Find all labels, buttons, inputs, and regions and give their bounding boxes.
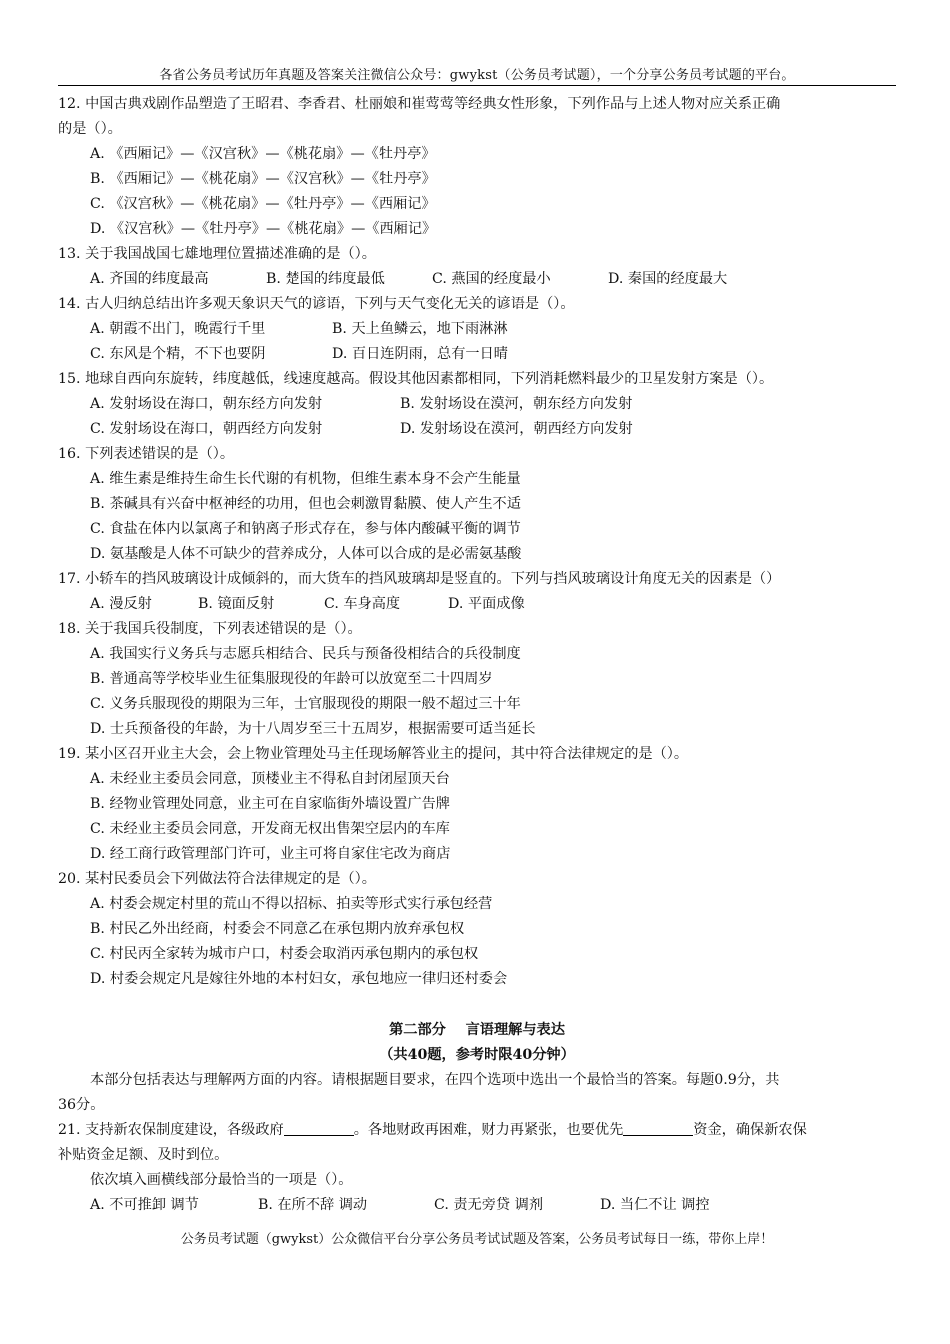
question-stem: 20. 某村民委员会下列做法符合法律规定的是（）。: [58, 871, 376, 887]
option-c: C. 东风是个精，不下也要阴: [90, 346, 266, 362]
option-b: B. 《西厢记》—《桃花扇》—《汉宫秋》—《牡丹亭》: [90, 171, 436, 187]
option-a: A. 发射场设在海口，朝东经方向发射: [90, 396, 323, 412]
option-a: A. 朝霞不出门，晚霞行千里: [90, 321, 266, 337]
answer-blank-2: [623, 1121, 693, 1136]
option-b: B. 天上鱼鳞云，地下雨淋淋: [332, 321, 508, 337]
options-row: [58, 342, 896, 367]
option-d: D. 当仁不让 调控: [600, 1197, 710, 1213]
option-b: B. 村民乙外出经商，村委会不同意乙在承包期内放弃承包权: [90, 921, 465, 937]
answer-blank-1: [284, 1121, 354, 1136]
question-19: [58, 742, 896, 867]
question-stem-cont: 补贴资金足额、及时到位。: [58, 1147, 229, 1163]
question-stem: 16. 下列表述错误的是（）。: [58, 446, 235, 462]
question-17: [58, 567, 896, 617]
option-b: B. 发射场设在漠河，朝东经方向发射: [400, 396, 633, 412]
option-a: A. 漫反射: [90, 596, 152, 612]
question-13: [58, 242, 896, 292]
section-intro: 本部分包括表达与理解两方面的内容。请根据题目要求，在四个选项中选出一个最恰当的答案。每题0.9分，共: [90, 1072, 780, 1088]
options-row: [58, 392, 896, 417]
option-a: A. 不可推卸 调节: [90, 1197, 199, 1213]
options-row: [58, 417, 896, 442]
stem-part-2: 。各地财政再困难，财力再紧张，也要优先: [353, 1122, 624, 1138]
section-subtitle: （共40题，参考时限40分钟）: [379, 1047, 575, 1063]
section-intro-cont: 36分。: [58, 1097, 105, 1113]
option-b: B. 普通高等学校毕业生征集服现役的年龄可以放宽至二十四周岁: [90, 671, 493, 687]
stem-part-3: 资金，确保新农保: [693, 1122, 807, 1138]
question-14: [58, 292, 896, 367]
options-row: [58, 317, 896, 342]
option-d: D. 百日连阴雨，总有一日晴: [332, 346, 508, 362]
page-footer: 公务员考试题（gwykst）公众微信平台分享公务员考试试题及答案，公务员考试每日一练，带你上岸！: [180, 1232, 774, 1247]
option-c: C. 未经业主委员会同意，开发商无权出售架空层内的车库: [90, 821, 450, 837]
option-d: D. 发射场设在漠河，朝西经方向发射: [400, 421, 633, 437]
option-b: B. 楚国的纬度最低: [266, 271, 385, 287]
option-a: A. 齐国的纬度最高: [90, 271, 209, 287]
question-12: [58, 92, 896, 242]
option-c: C. 食盐在体内以氯离子和钠离子形式存在，参与体内酸碱平衡的调节: [90, 521, 521, 537]
section-spacer: [58, 992, 896, 1018]
option-b: B. 在所不辞 调动: [258, 1197, 368, 1213]
section-2: [58, 1018, 896, 1118]
option-c: C. 责无旁贷 调剂: [434, 1197, 544, 1213]
question-16: [58, 442, 896, 567]
exam-content: [58, 92, 896, 1218]
option-d: D. 士兵预备役的年龄，为十八周岁至三十五周岁，根据需要可适当延长: [90, 721, 536, 737]
header-divider: [58, 85, 896, 86]
question-stem: 14. 古人归纳总结出许多观天象识天气的谚语，下列与天气变化无关的谚语是（）。: [58, 296, 575, 312]
options-row: [58, 592, 896, 617]
option-a: A. 维生素是维持生命生长代谢的有机物，但维生素本身不会产生能量: [90, 471, 521, 487]
option-b: B. 茶碱具有兴奋中枢神经的功用，但也会刺激胃黏膜、使人产生不适: [90, 496, 521, 512]
question-stem: 13. 关于我国战国七雄地理位置描述准确的是（）。: [58, 246, 376, 262]
question-stem: 12. 中国古典戏剧作品塑造了王昭君、李香君、杜丽娘和崔莺莺等经典女性形象，下列作品与上述人物对应关系正确: [58, 96, 781, 112]
option-a: A. 未经业主委员会同意，顶楼业主不得私自封闭屋顶天台: [90, 771, 450, 787]
question-prompt: 依次填入画横线部分最恰当的一项是（）。: [90, 1172, 353, 1188]
question-stem-cont: 的是（）。: [58, 121, 122, 137]
question-20: [58, 867, 896, 992]
option-c: C. 燕国的经度最小: [432, 271, 551, 287]
option-c: C. 义务兵服现役的期限为三年，士官服现役的期限一般不超过三十年: [90, 696, 521, 712]
option-c: C. 车身高度: [324, 596, 401, 612]
question-stem: 19. 某小区召开业主大会，会上物业管理处马主任现场解答业主的提问，其中符合法律规定的是（）。: [58, 746, 689, 762]
option-a: A. 村委会规定村里的荒山不得以招标、拍卖等形式实行承包经营: [90, 896, 493, 912]
option-d: D. 平面成像: [448, 596, 525, 612]
question-21: [58, 1118, 896, 1218]
option-d: D. 《汉宫秋》—《牡丹亭》—《桃花扇》—《西厢记》: [90, 221, 437, 237]
question-stem: 18. 关于我国兵役制度，下列表述错误的是（）。: [58, 621, 362, 637]
option-d: D. 村委会规定凡是嫁往外地的本村妇女，承包地应一律归还村委会: [90, 971, 508, 987]
question-stem: [58, 1118, 896, 1143]
option-c: C. 《汉宫秋》—《桃花扇》—《牡丹亭》—《西厢记》: [90, 196, 436, 212]
page-header: 各省公务员考试历年真题及答案关注微信公众号：gwykst（公务员考试题），一个分享公务员考试题的平台。: [159, 68, 795, 83]
option-c: C. 发射场设在海口，朝西经方向发射: [90, 421, 323, 437]
options-row: [58, 267, 896, 292]
option-d: D. 经工商行政管理部门许可，业主可将自家住宅改为商店: [90, 846, 451, 862]
option-a: A. 《西厢记》—《汉宫秋》—《桃花扇》—《牡丹亭》: [90, 146, 436, 162]
section-title: 第二部分 言语理解与表达: [389, 1022, 565, 1038]
question-stem: 15. 地球自西向东旋转，纬度越低，线速度越高。假设其他因素都相同，下列消耗燃料最少的卫星发射方案是（）。: [58, 371, 774, 387]
options-row: [58, 1193, 896, 1218]
option-a: A. 我国实行义务兵与志愿兵相结合、民兵与预备役相结合的兵役制度: [90, 646, 521, 662]
option-d: D. 秦国的经度最大: [608, 271, 728, 287]
question-stem: 17. 小轿车的挡风玻璃设计成倾斜的，而大货车的挡风玻璃却是竖直的。下列与挡风玻璃设计角度无关的因素是（）: [58, 571, 781, 587]
option-b: B. 镜面反射: [198, 596, 275, 612]
question-18: [58, 617, 896, 742]
option-d: D. 氨基酸是人体不可缺少的营养成分，人体可以合成的是必需氨基酸: [90, 546, 522, 562]
option-c: C. 村民丙全家转为城市户口，村委会取消丙承包期内的承包权: [90, 946, 479, 962]
stem-part-1: 21. 支持新农保制度建设，各级政府: [58, 1122, 284, 1138]
question-15: [58, 367, 896, 442]
option-b: B. 经物业管理处同意，业主可在自家临街外墙设置广告牌: [90, 796, 450, 812]
